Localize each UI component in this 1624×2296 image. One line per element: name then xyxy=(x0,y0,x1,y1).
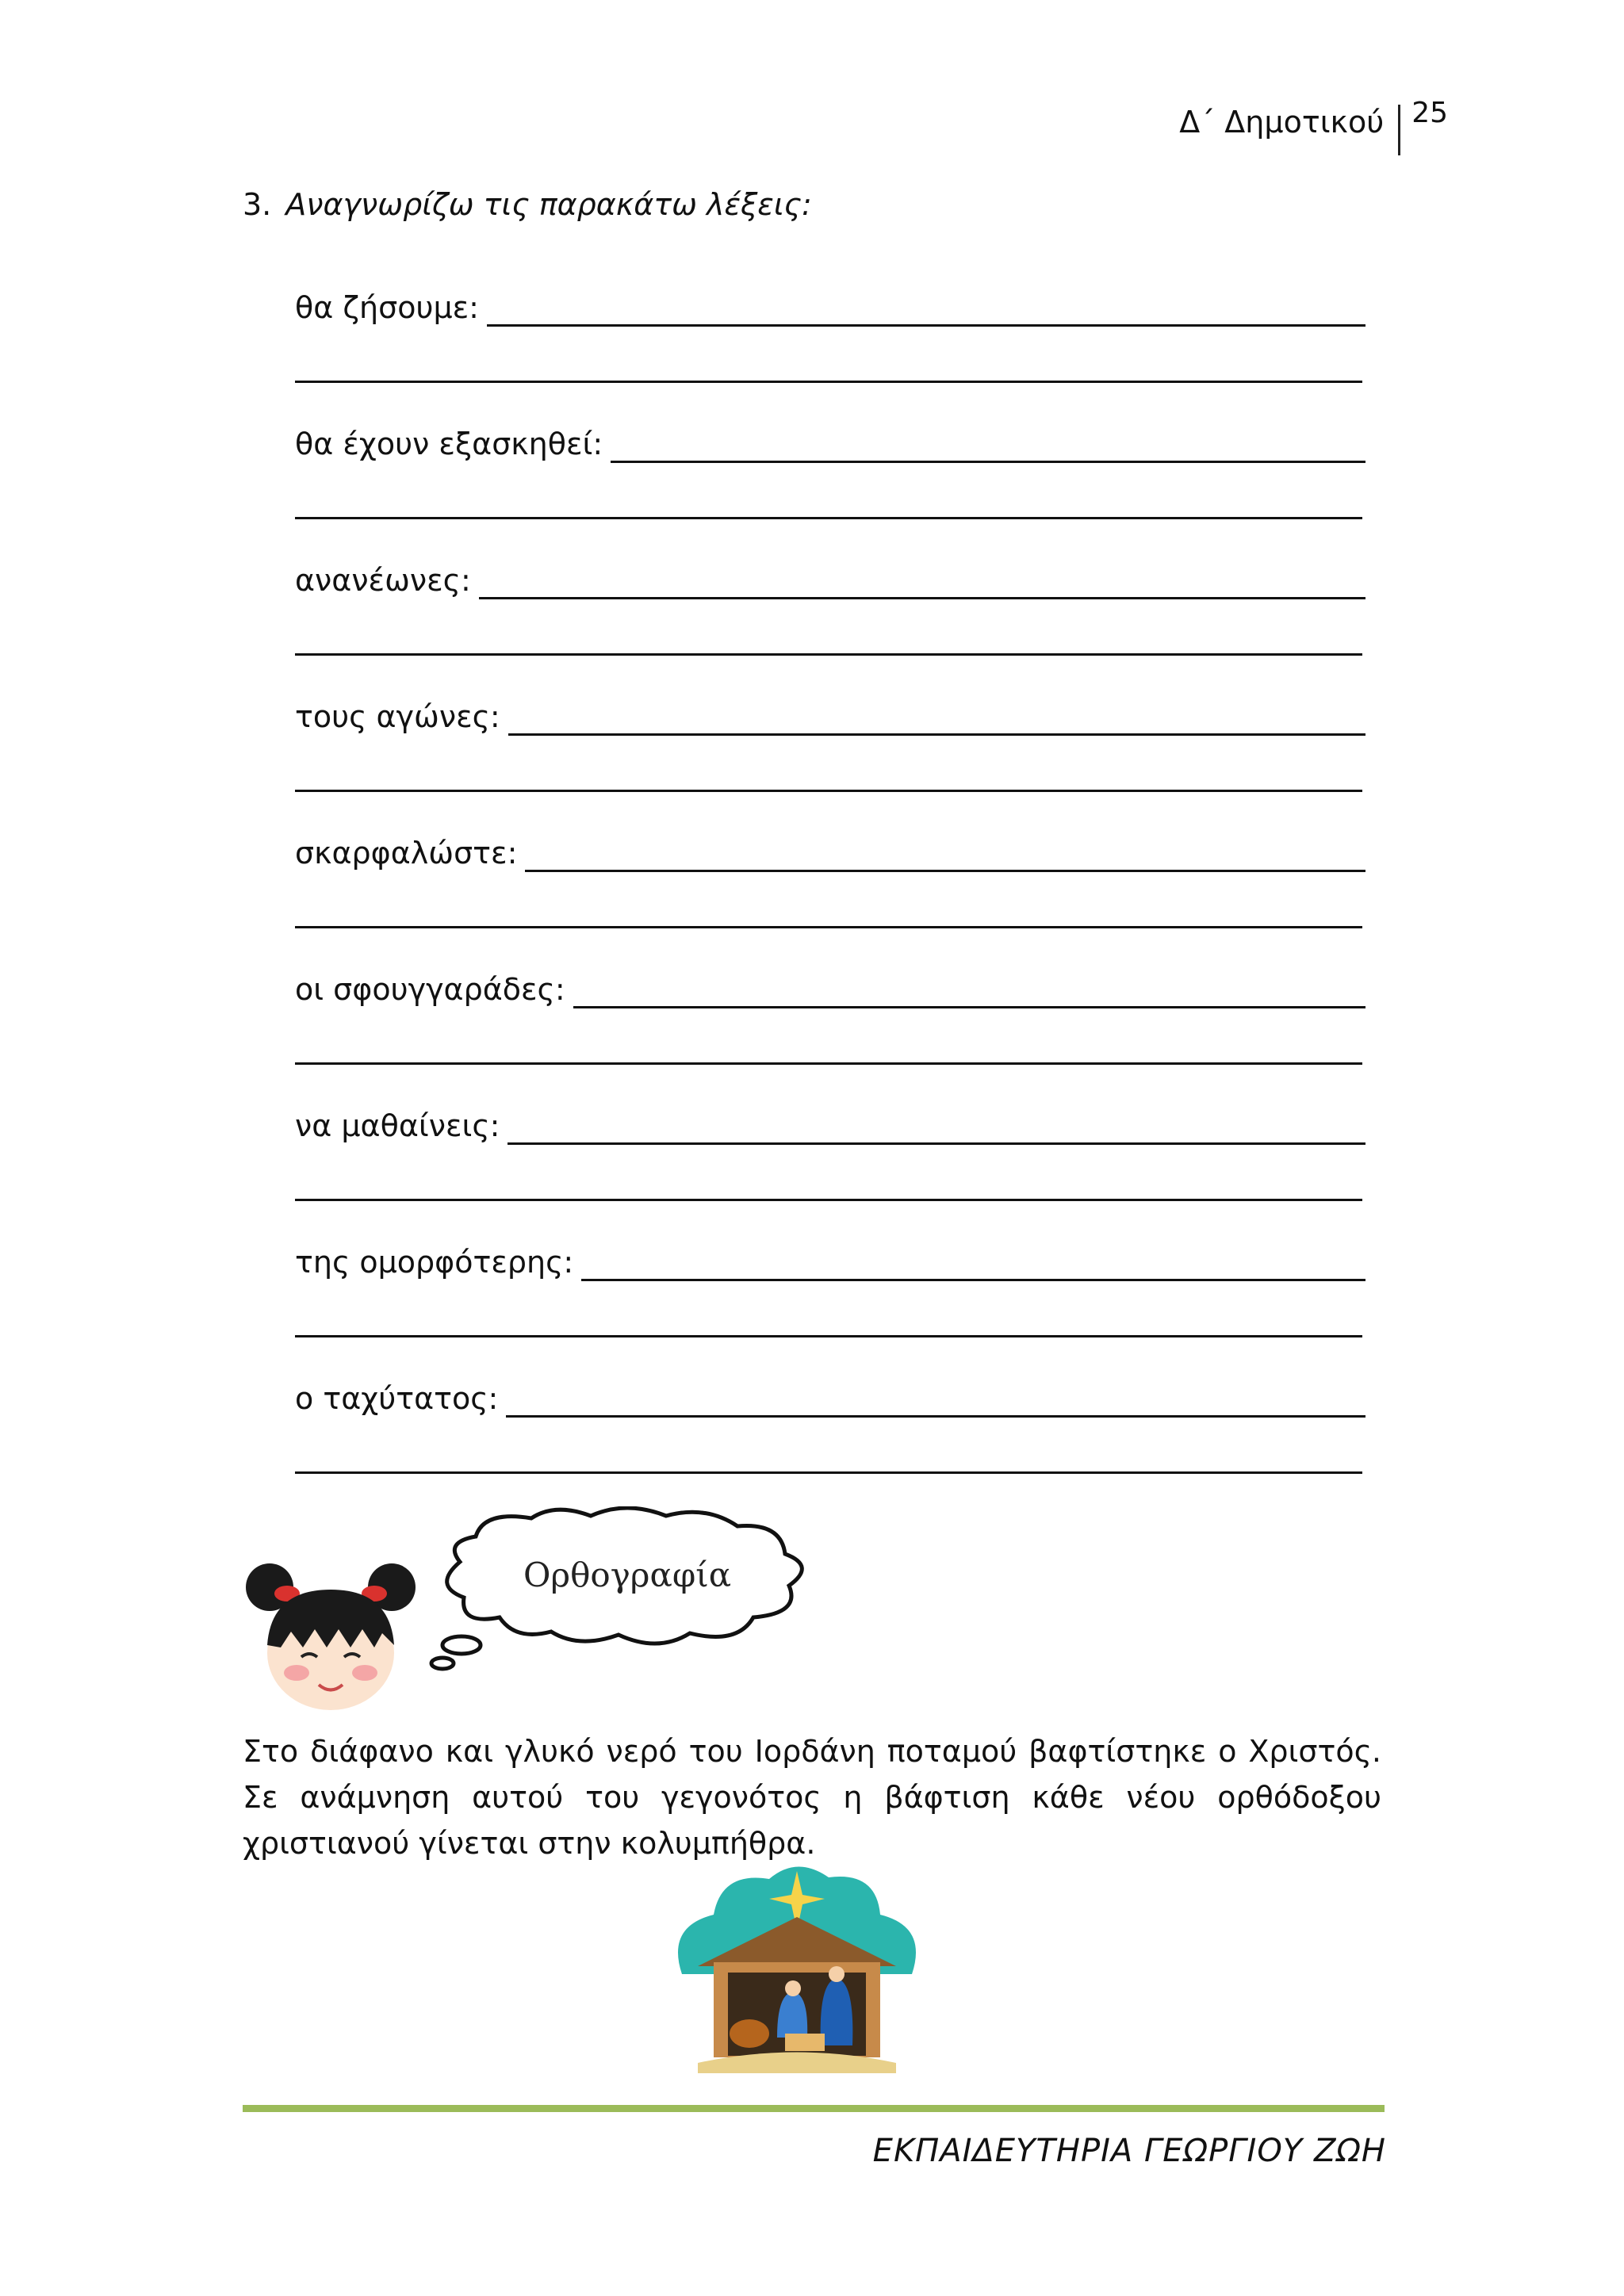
word-label: ο ταχύτατος: xyxy=(295,1381,499,1416)
answer-line[interactable] xyxy=(295,1062,1362,1065)
answer-line[interactable] xyxy=(295,1335,1362,1337)
answer-line[interactable] xyxy=(506,1380,1365,1418)
answer-line[interactable] xyxy=(525,835,1365,872)
word-row xyxy=(295,270,1365,406)
word-row xyxy=(295,951,1365,1088)
word-label: ανανέωνες: xyxy=(295,563,471,598)
word-label: θα έχουν εξασκηθεί: xyxy=(295,427,603,461)
word-row xyxy=(295,815,1365,951)
word-label: σκαρφαλώστε: xyxy=(295,836,518,871)
answer-line[interactable] xyxy=(487,289,1365,327)
answer-line[interactable] xyxy=(508,698,1365,736)
word-row xyxy=(295,406,1365,542)
answer-line[interactable] xyxy=(611,426,1365,463)
word-row xyxy=(295,1360,1365,1497)
page-header xyxy=(1179,94,1448,141)
girl-illustration xyxy=(239,1554,422,1712)
answer-line[interactable] xyxy=(295,1199,1362,1201)
answer-line[interactable] xyxy=(295,1471,1362,1474)
word-row xyxy=(295,679,1365,815)
spelling-heading: Ορθογραφία xyxy=(523,1556,732,1594)
answer-line[interactable] xyxy=(295,381,1362,383)
spelling-paragraph: Στο διάφανο και γλυκό νερό του Ιορδάνη ποταμού βαφτίστηκε ο Χριστός. Σε ανάμνηση αυτού του γεγονότος η βάφτιση κάθε νέου ορθόδοξου χριστιανού γίνεται στην κολυμπήθρα. xyxy=(243,1734,1381,1861)
answer-line[interactable] xyxy=(295,790,1362,792)
exercise-number: 3. xyxy=(243,187,272,222)
word-label: θα ζήσουμε: xyxy=(295,290,479,325)
answer-line[interactable] xyxy=(295,517,1362,519)
answer-line[interactable] xyxy=(295,926,1362,928)
answer-line[interactable] xyxy=(295,653,1362,656)
word-label: οι σφουγγαράδες: xyxy=(295,972,565,1007)
exercise-instruction xyxy=(243,187,812,222)
word-row xyxy=(295,1088,1365,1224)
footer-text: ΕΚΠΑΙΔΕΥΤΗΡΙΑ ΓΕΩΡΓΙΟΥ ΖΩΗ xyxy=(872,2133,1386,2169)
answer-line[interactable] xyxy=(573,971,1365,1008)
header-title: Δ΄ Δημοτικού xyxy=(1179,105,1400,155)
word-row xyxy=(295,1224,1365,1360)
answer-line[interactable] xyxy=(479,562,1365,599)
page-number: 25 xyxy=(1411,97,1448,129)
answer-line[interactable] xyxy=(581,1244,1365,1281)
nativity-illustration xyxy=(666,1855,928,2085)
exercise-instruction-text: Αναγνωρίζω τις παρακάτω λέξεις: xyxy=(285,187,812,222)
footer-divider xyxy=(243,2105,1385,2112)
answer-line[interactable] xyxy=(508,1108,1365,1145)
word-label: να μαθαίνεις: xyxy=(295,1108,500,1143)
word-label: της ομορφότερης: xyxy=(295,1245,574,1280)
word-row xyxy=(295,542,1365,679)
word-list xyxy=(295,270,1365,1497)
word-label: τους αγώνες: xyxy=(295,699,500,734)
